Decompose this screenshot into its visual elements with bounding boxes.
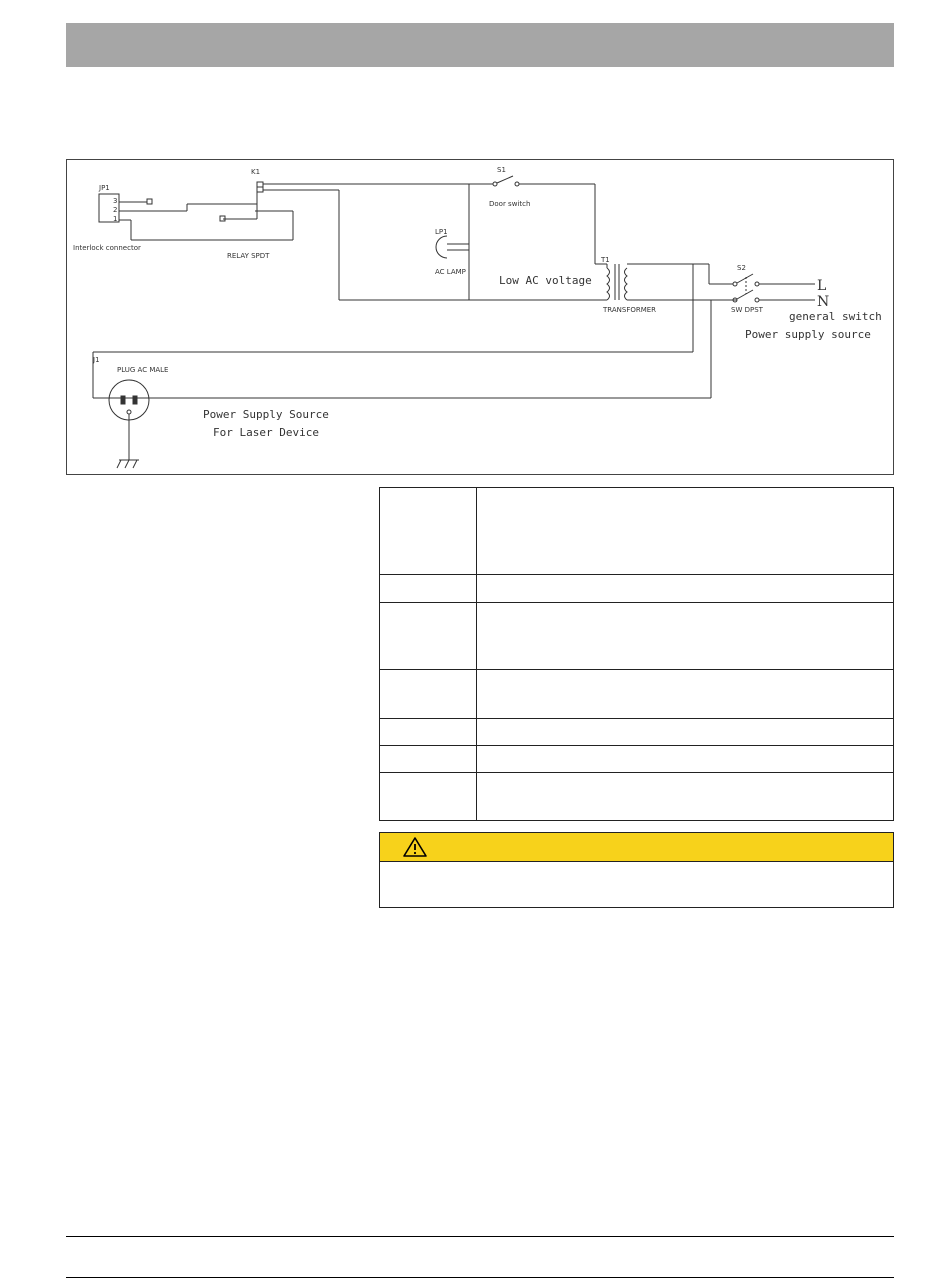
- sw-dpst-label: SW DPST: [731, 306, 763, 314]
- warning-triangle-icon: [402, 836, 428, 858]
- table-cell: [477, 575, 894, 603]
- table-row: [380, 488, 894, 575]
- wiring-diagram-svg: [67, 160, 895, 476]
- footer-rule-bottom: [66, 1277, 894, 1278]
- t1-label: T1: [601, 256, 610, 264]
- transformer-primary-coil: [607, 268, 610, 300]
- wiring-diagram: [66, 159, 894, 475]
- table-cell: [477, 746, 894, 773]
- svg-text:1: 1: [113, 215, 118, 223]
- s1-label: S1: [497, 166, 506, 174]
- table-cell: [380, 670, 477, 719]
- table-cell: [380, 575, 477, 603]
- low-ac-label: Low AC voltage: [499, 274, 592, 287]
- table-row: [380, 603, 894, 670]
- laser-source-label-1: Power Supply Source: [203, 408, 329, 421]
- footer-rule-top: [66, 1236, 894, 1237]
- lp1-label: LP1: [435, 228, 448, 236]
- table-cell: [477, 773, 894, 821]
- interlock-label: Interlock connector: [73, 244, 141, 252]
- table-row: [380, 670, 894, 719]
- transformer-secondary-coil: [625, 268, 628, 300]
- info-table: [379, 487, 894, 821]
- k1-label: K1: [251, 168, 261, 176]
- laser-source-label-2: For Laser Device: [213, 426, 319, 439]
- table-cell: [477, 603, 894, 670]
- table-row: [380, 773, 894, 821]
- power-supply-source-label: Power supply source: [745, 328, 871, 341]
- line-n-label: N: [817, 294, 830, 310]
- table-cell: [477, 670, 894, 719]
- table-cell: [477, 719, 894, 746]
- line-l-label: L: [817, 278, 827, 294]
- table-cell: [380, 719, 477, 746]
- caution-box: [379, 832, 894, 908]
- relay-label: RELAY SPDT: [227, 252, 270, 260]
- svg-text:2: 2: [113, 206, 118, 214]
- caution-header: [380, 833, 893, 862]
- table-cell: [380, 773, 477, 821]
- j1-label: J1: [93, 356, 100, 364]
- plug-label: PLUG AC MALE: [117, 366, 169, 374]
- ac-lamp-label: AC LAMP: [435, 268, 466, 276]
- jp1-label: JP1: [99, 184, 110, 192]
- table-cell: [380, 603, 477, 670]
- table-row: [380, 746, 894, 773]
- general-switch-label: general switch: [789, 310, 882, 323]
- caution-text: [380, 862, 893, 878]
- s2-label: S2: [737, 264, 746, 272]
- door-switch-label: Door switch: [489, 200, 531, 208]
- transformer-label: TRANSFORMER: [603, 306, 657, 314]
- table-row: [380, 575, 894, 603]
- table-row: [380, 719, 894, 746]
- lamp-symbol: [436, 236, 447, 258]
- table-cell: [380, 488, 477, 575]
- table-cell: [477, 488, 894, 575]
- page-header-bar: [66, 23, 894, 67]
- table-cell: [380, 746, 477, 773]
- svg-text:3: 3: [113, 197, 118, 205]
